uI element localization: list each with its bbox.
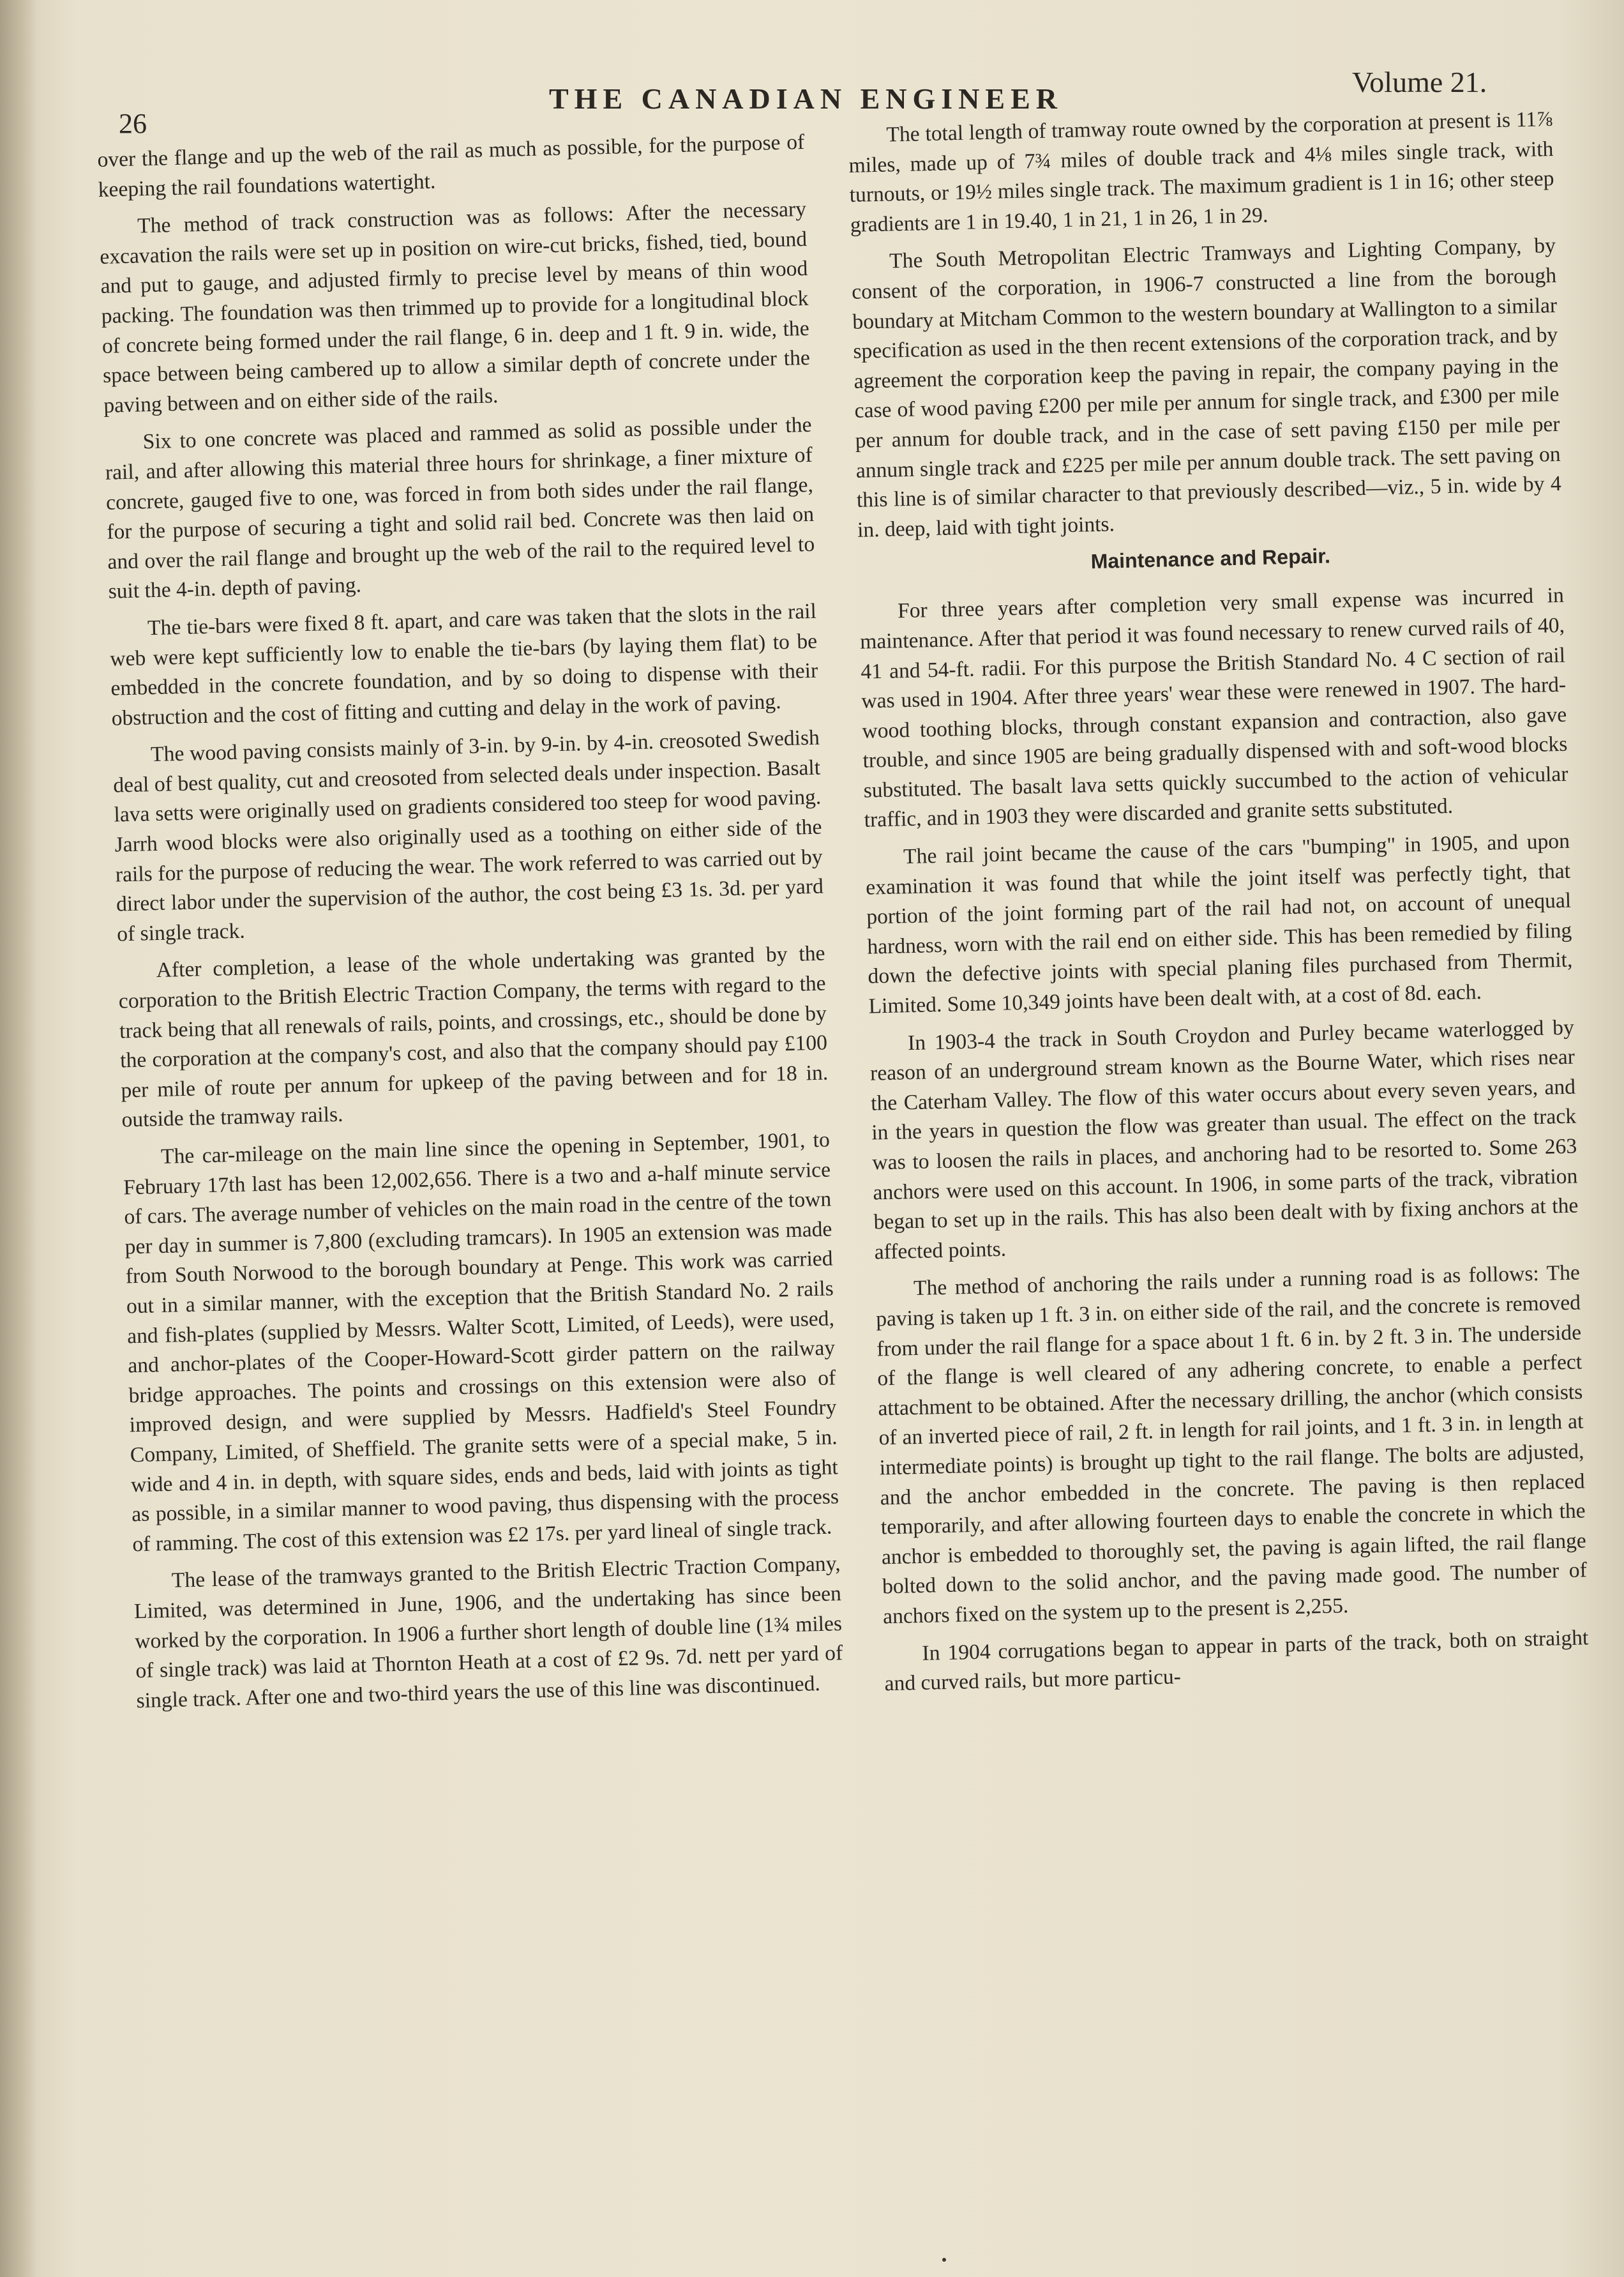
paragraph: The car-mileage on the main line since the opening in September, 1901, to February 17th last has been 12,002,656. There is a two and a-half minute service of cars. The average number of vehicles on the main road in the centre of the town per day in summer is 7,800 (excluding tramcars). In 1905 an extension was made from South Norwood to the borough boundary at Penge. This work was carried out in a similar manner, with the exception that the British Standard No. 2 rails and fish-plates (supplied by Messrs. Walter Scott, Limited, of Leeds), were used, and anchor-plates of the Cooper-Howard-Scott girder pattern on the railway bridge approaches. The points and crossings on this extension were also of improved design, and were supplied by Messrs. Hadfield's Steel Foundry Company, Limited, of Sheffield. The granite setts were of a special make, 5 in. wide and 4 in. in depth, with square sides, ends and beds, laid with joints as tight as possible, in a similar manner to wood paving, thus dispensing with the process of ramming. The cost of this extension was £2 17s. per yard lineal of single track. xyxy=(123,1128,839,1557)
paragraph: In 1903-4 the track in South Croydon and Purley became waterlogged by reason of an underground stream known as the Bourne Water, which rises near the Caterham Valley. The flow of this water occurs about every seven years, and in the years in question the flow was greater than usual. The effect on the track was to loosen the rails in places, and anchoring had to be resorted to. Some 263 anchors were used on this account. In 1906, in some parts of the track, vibration began to set up in the rails. This has also been dealt with by fixing anchors at the affected points. xyxy=(869,1015,1579,1264)
print-speck xyxy=(942,2258,946,2262)
page-number: 26 xyxy=(119,108,147,139)
left-column xyxy=(97,128,844,1724)
running-title: THE CANADIAN ENGINEER xyxy=(549,82,1063,115)
paragraph: over the flange and up the web of the rail as much as possible, for the purpose of keeping the rail foundations watertight. xyxy=(97,130,805,202)
paragraph: After completion, a lease of the whole undertaking was granted by the corporation to the British Electric Traction Company, the terms with regard to the track being that all renewals of rails, points, and crossings, etc., should be done by the corporation at the company's cost, and also that the company should pay £100 per mile of route per annum for upkeep of the paving between and for 18 in. outside the tramway rails. xyxy=(118,941,829,1132)
paragraph: Six to one concrete was placed and rammed as solid as possible under the rail, and after allowing this material three hours for shrinkage, a finer mixture of concrete, gauged five to one, was forced in from both sides under the rail flange, for the purpose of securing a tight and solid rail bed. Concrete was then laid on and over the rail flange and brought up the web of the rail to the required level to suit the 4-in. depth of paving. xyxy=(105,413,815,604)
paragraph: The method of track construction was as follows: After the necessary excavation the rails were set up in position on wire-cut bricks, fished, tied, bound and put to gauge, and adjusted firmly to precise level by means of thin wood packing. The foundation was then trimmed up to provide for a longitudinal block of concrete being formed under the rail flange, 6 in. deep and 1 ft. 9 in. wide, the space between being cambered up to allow a similar depth of concrete under the paving between and on either side of the rails. xyxy=(99,197,811,418)
right-column xyxy=(848,105,1590,1707)
paragraph: The lease of the tramways granted to the British Electric Traction Company, Limited, was determined in June, 1906, and the undertaking has since been worked by the corporation. In 1906 a further short length of double line (1¾ miles of single track) was laid at Thornton Heath at a cost of £2 9s. 7d. nett per yard of single track. After one and two-third years the use of this line was discontinued. xyxy=(133,1552,843,1713)
paragraph: The method of anchoring the rails under a running road is as follows: The paving is taken up 1 ft. 3 in. on either side of the rail, and the concrete is removed from under the rail flange for a space about 1 ft. 6 in. by 2 ft. 3 in. The underside of the flange is well cleared of any adhering concrete, to enable a perfect attachment to be obtained. After the necessary drilling, the anchor (which consists of an inverted piece of rail, 2 ft. in length for rail joints, and 1 ft. 3 in. in length at intermediate points) is brought up tight to the rail flange. The bolts are adjusted, and the anchor embedded in the concrete. The paving is then replaced temporarily, and after allowing fourteen days to enable the concrete in which the anchor is embedded to thoroughly set, the paving is again lifted, the rail flange bolted down to the solid anchor, and the paving made good. The number of anchors fixed on the system up to the present is 2,255. xyxy=(875,1260,1588,1629)
paragraph: The wood paving consists mainly of 3-in. by 9-in. by 4-in. creosoted Swedish deal of best quality, cut and creosoted from selected deals under inspection. Basalt lava setts were originally used on gradients considered too steep for wood paving. Jarrh wood blocks were also originally used as a toothing on either side of the rails for the purpose of reducing the wear. The work referred to was carried out by direct labor under the supervision of the author, the cost being £3 1s. 3d. per yard of single track. xyxy=(112,725,824,946)
paragraph: The tie-bars were fixed 8 ft. apart, and care was taken that the slots in the rail web were kept sufficiently low to enable the tie-bars (by laying them flat) to be embedded in the concrete foundation, and by so doing to dispense with their obstruction and the cost of fitting and cutting and delay in the work of paving. xyxy=(109,599,818,730)
binding-shadow xyxy=(0,0,37,2277)
paragraph: The rail joint became the cause of the cars "bumping" in 1905, and upon examination it was found that while the joint itself was perfectly tight, that portion of the joint forming part of the rail had not, on account of unequal hardness, worn with the rail end on either side. This has been remedied by filing down the defective joints with special planing files purchased from Thermit, Limited. Some 10,349 joints have been dealt with, at a cost of 8d. each. xyxy=(865,829,1573,1018)
section-heading: Maintenance and Repair. xyxy=(1090,544,1331,573)
paragraph: The total length of tramway route owned by the corporation at present is 11⅞ miles, made up of 7¾ miles of double track and 4⅛ miles single track, with turnouts, or 19½ miles single track. The maximum gradient is 1 in 16; other steep gradients are 1 in 19.40, 1 in 21, 1 in 26, 1 in 29. xyxy=(848,107,1554,237)
paragraph: The South Metropolitan Electric Tramways and Lighting Company, by consent of the corporation, in 1906-7 constructed a line from the borough boundary at Mitcham Common to the western boundary at Wallington to a similar specification as used in the then recent extensions of the corporation track, and by agreement the corporation keep the paving in repair, the company paying in the case of wood paving £200 per mile per annum for single track, and £300 per mile per annum for double track, and in the case of sett paving £150 per mile per annum single track and £225 per mile per annum double track. The sett paving on this line is of similar character to that previously described—viz., 5 in. wide by 4 in. deep, laid with tight joints. xyxy=(851,234,1562,542)
volume-label: Volume 21. xyxy=(1352,66,1487,98)
paragraph: In 1904 corrugations began to appear in parts of the track, both on straight and curved rails, but more particu- xyxy=(884,1625,1589,1696)
paragraph: For three years after completion very small expense was incurred in maintenance. After that period it was found necessary to renew curved rails of 40, 41 and 54-ft. radii. For this purpose the British Standard No. 4 C section of rail was used in 1904. After three years' wear these were renewed in 1907. The hard-wood toothing blocks, through constant expansion and contraction, also gave trouble, and since 1905 are being gradually dispensed with and soft-wood blocks substituted. The basalt lava setts quickly succumbed to the action of vehicular traffic, and in 1903 they were discarded and granite setts substituted. xyxy=(859,584,1568,833)
